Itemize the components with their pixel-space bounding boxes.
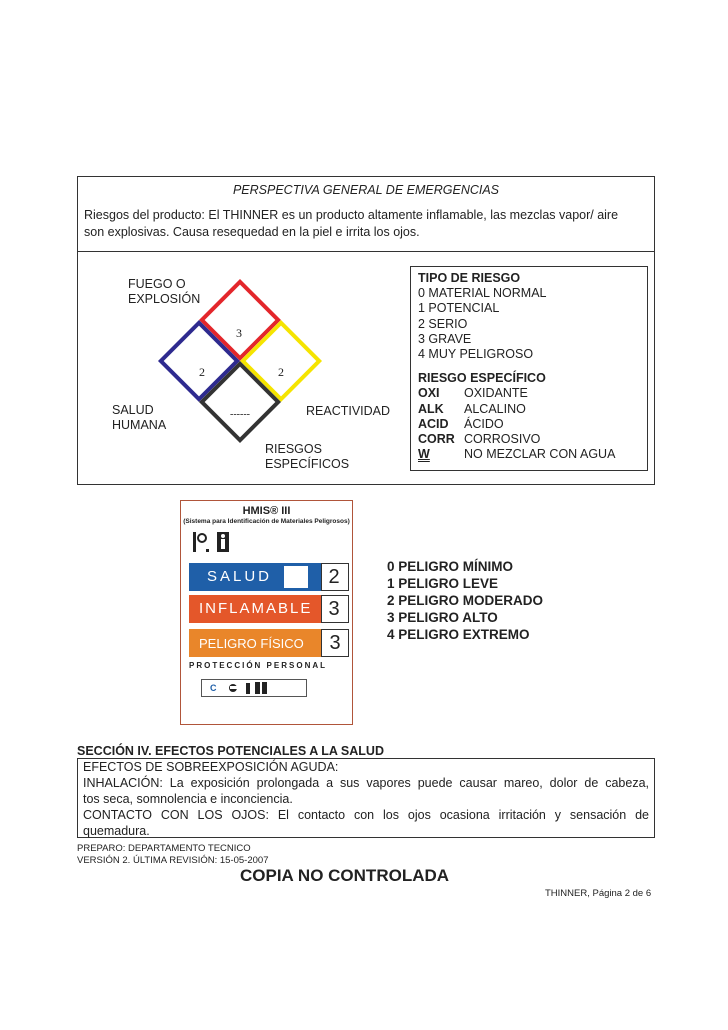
hmis-inflamable-value: 3 <box>321 595 349 623</box>
page-number: THINNER, Página 2 de 6 <box>545 888 652 899</box>
hazard-scale <box>387 558 543 643</box>
hmis-salud-value: 2 <box>321 563 349 591</box>
hmis-proteccion-label: PROTECCIÓN PERSONAL <box>189 661 328 670</box>
ppe-code: C <box>210 683 217 693</box>
reactivity-label: REACTIVIDAD <box>306 404 391 418</box>
hmis-fisico-value: 3 <box>321 629 349 657</box>
tipo-item: 3 GRAVE <box>418 331 472 346</box>
risk-line-1: Riesgos del producto: El THINNER es un producto altamente inflamable, las mezclas vapor/ aire <box>84 208 619 222</box>
inhalation-line-2: tos seca, somnolencia e inconciencia. <box>83 792 293 806</box>
ppe-equipment-icon <box>228 681 270 696</box>
specific-label: RIESGOS ESPECÍFICOS <box>265 442 350 471</box>
emergency-title: PERSPECTIVA GENERAL DE EMERGENCIAS <box>232 183 500 197</box>
prepared-by: PREPARO: DEPARTAMENTO TECNICO <box>77 843 251 854</box>
health-value: 2 <box>199 365 205 379</box>
scale-item: 2 PELIGRO MODERADO <box>387 593 544 608</box>
hmis-salud-bar <box>189 563 349 591</box>
emergency-overview-box <box>77 176 655 485</box>
hmis-salud-label: SALUD <box>207 568 273 585</box>
inhalation-line-1: INHALACIÓN: La exposición prolongada a sus vapores puede causar mareo, dolor de cabeza, <box>83 776 649 790</box>
hmis-fisico-label: PELIGRO FÍSICO <box>199 636 304 651</box>
ppe-head-icon <box>192 531 232 553</box>
eyes-line-2: quemadura. <box>83 824 150 838</box>
tipo-item: 0 MATERIAL NORMAL <box>418 286 547 301</box>
especifico-item: OXI OXIDANTE <box>418 386 528 401</box>
chronic-box <box>284 566 308 588</box>
health-label: SALUD HUMANA <box>112 403 167 432</box>
especifico-title: RIESGO ESPECÍFICO <box>418 371 546 386</box>
especifico-item: ALK ALCALINO <box>418 401 526 416</box>
ppe-box <box>201 679 307 697</box>
reactivity-value: 2 <box>278 365 284 379</box>
scale-item: 3 PELIGRO ALTO <box>387 610 498 625</box>
hmis-subtitle: (Sistema para Identificación de Materiales Peligrosos) <box>183 518 350 525</box>
product-risk-text <box>84 207 648 241</box>
section4-sub: EFECTOS DE SOBREEXPOSICIÓN AGUDA: <box>83 760 339 774</box>
especifico-item: ACID ÁCIDO <box>418 416 504 431</box>
section4-title: SECCIÓN IV. EFECTOS POTENCIALES A LA SALUD <box>77 744 384 758</box>
hmis-title: HMIS® III <box>242 505 291 517</box>
hmis-inflamable-label: INFLAMABLE <box>199 600 313 617</box>
tipo-item: 2 SERIO <box>418 316 468 331</box>
tipo-item: 4 MUY PELIGROSO <box>418 347 534 362</box>
hmis-label <box>180 500 353 725</box>
scale-item: 0 PELIGRO MÍNIMO <box>387 559 514 574</box>
risk-line-2: son explosivas. Causa resequedad en la piel e irrita los ojos. <box>84 225 420 239</box>
eyes-line-1: CONTACTO CON LOS OJOS: El contacto con los ojos ocasiona irritación y sensación de <box>83 808 649 822</box>
divider <box>78 251 654 252</box>
version: VERSIÓN 2. ÚLTIMA REVISIÓN: 15-05-2007 <box>77 855 269 866</box>
scale-item: 4 PELIGRO EXTREMO <box>387 627 530 642</box>
especifico-item: CORR CORROSIVO <box>418 432 541 447</box>
uncontrolled-copy: COPIA NO CONTROLADA <box>240 866 450 885</box>
hmis-inflamable-bar <box>189 595 349 623</box>
section4-box <box>77 758 655 838</box>
hmis-fisico-bar <box>189 629 349 657</box>
fire-label: FUEGO O EXPLOSIÓN <box>128 277 201 306</box>
tipo-item: 1 POTENCIAL <box>418 301 500 316</box>
scale-item: 1 PELIGRO LEVE <box>387 576 499 591</box>
specific-value: ------ <box>230 409 250 420</box>
tipo-title: TIPO DE RIESGO <box>418 271 521 285</box>
especifico-item: W NO MEZCLAR CON AGUA <box>418 447 616 462</box>
risk-legend-box <box>410 266 648 471</box>
fire-value: 3 <box>236 326 242 340</box>
